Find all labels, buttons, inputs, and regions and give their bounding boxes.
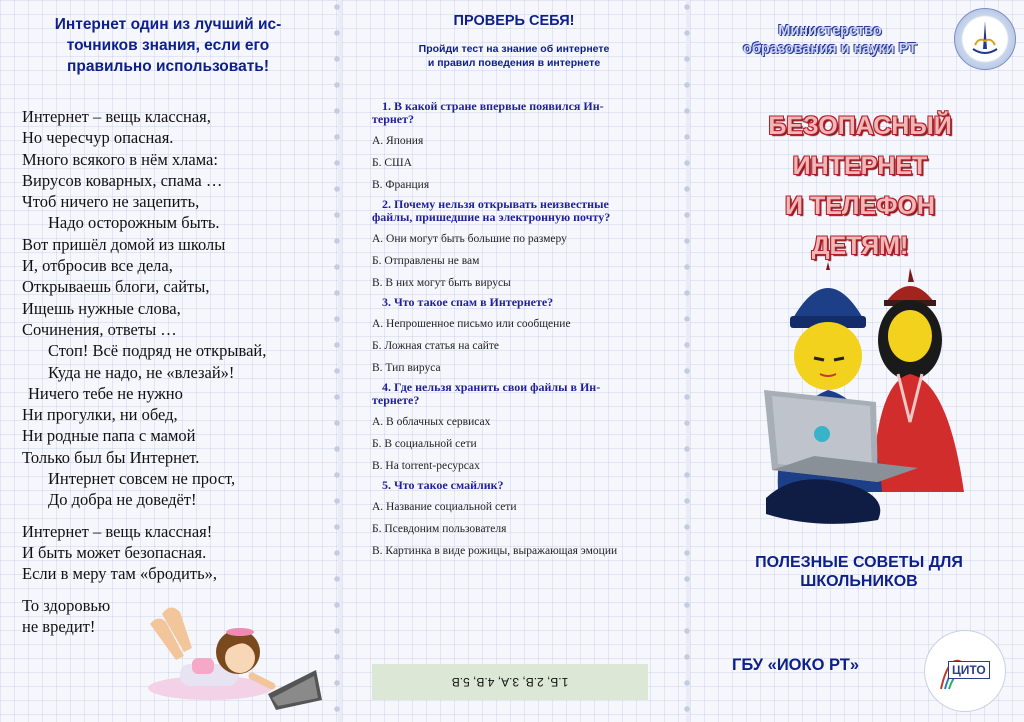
poem-line: Чтоб ничего не зацепить,	[22, 192, 200, 212]
quiz-question-line: 3. Что такое спам в Интернете?	[382, 295, 554, 309]
spiral-binding-right	[682, 0, 692, 722]
quiz-question-line: тернет?	[372, 112, 415, 126]
poem-line: И, отбросив все дела,	[22, 256, 173, 276]
quiz-question	[372, 381, 666, 407]
poem-line: Вирусов коварных, спама …	[22, 170, 223, 190]
quiz-answer-option: Б. Отправлены не вам	[372, 255, 480, 267]
quiz-question-line: 5. Что такое смайлик?	[382, 478, 504, 492]
quiz-question-line: 4. Где нельзя хранить свои файлы в Ин-	[382, 380, 601, 394]
poem-line: Ни прогулки, ни обед,	[22, 405, 178, 425]
girl-with-laptop-illustration	[140, 600, 335, 715]
quiz-answer-option: Б. В социальной сети	[372, 438, 477, 450]
poem-line: До добра не доведёт!	[48, 490, 197, 510]
quiz-question	[372, 100, 666, 126]
quiz-list	[372, 94, 666, 558]
tips-caption: ПОЛЕЗНЫЕ СОВЕТЫ ДЛЯ ШКОЛЬНИКОВ	[755, 554, 963, 590]
poem-line: Надо осторожным быть.	[48, 213, 220, 233]
quiz-subtitle: Пройди тест на знание об интернете и правил поведения в интернете	[418, 43, 610, 69]
quiz-answer-option: В. Картинка в виде рожицы, выражающая эмоции	[372, 545, 618, 557]
poem-line: Много всякого в нём хлама:	[22, 149, 218, 169]
ministry-title: Министерство образования и науки РТ	[743, 23, 917, 57]
quiz-answer-option: В. На torrent-ресурсах	[372, 460, 480, 472]
poem-stanza-gap	[22, 585, 332, 595]
answer-key: 1.Б, 2.В, 3.А, 4.В, 5.В	[451, 675, 569, 689]
quiz-question	[372, 296, 666, 309]
poem-heading: Интернет один из лучший ис- точников знания, если его правильно использовать!	[54, 16, 282, 75]
quiz-answer-option: В. В них могут быть вирусы	[372, 277, 511, 289]
poem-line: Стоп! Всё подряд не открывай,	[48, 341, 267, 361]
poem-line: Но чересчур опасная.	[22, 128, 174, 148]
poem-line: Вот пришёл домой из школы	[22, 234, 226, 254]
quiz-answer-option: А. Япония	[372, 135, 424, 147]
quiz-answer-option: А. Они могут быть большие по размеру	[372, 233, 567, 245]
quiz-answer-option: А. В облачных сервисах	[372, 416, 491, 428]
poem-line: Ни родные папа с мамой	[22, 426, 196, 446]
quiz-question-line: файлы, пришедшие на электронную почту?	[372, 210, 611, 224]
quiz-answer-option: А. Непрошенное письмо или сообщение	[372, 318, 571, 330]
cito-logo-text: ЦИТО	[948, 661, 990, 679]
quiz-answer-option: Б. Псевдоним пользователя	[372, 523, 507, 535]
poem-line: Интернет совсем не прост,	[48, 469, 236, 489]
quiz-question-line: тернете?	[372, 393, 420, 407]
poem-line: Куда не надо, не «влезай»!	[48, 362, 235, 382]
quiz-answer-option: В. Тип вируса	[372, 362, 441, 374]
quiz-answer-option: В. Франция	[372, 179, 430, 191]
poem-line: Ищешь нужные слова,	[22, 298, 181, 318]
poem-line: То здоровью	[22, 595, 111, 615]
quiz-question	[372, 479, 666, 492]
poem-line: Интернет – вещь классная,	[22, 107, 211, 126]
ministry-emblem-icon	[954, 8, 1016, 70]
poem-line: Открываешь блоги, сайты,	[22, 277, 210, 297]
poem-line: Интернет – вещь классная!	[22, 521, 213, 541]
kids-with-laptop-illustration	[758, 262, 974, 532]
quiz-title: ПРОВЕРЬ СЕБЯ!	[453, 13, 575, 29]
brochure-title: БЕЗОПАСНЫЙ ИНТЕРНЕТ И ТЕЛЕФОН ДЕТЯМ!	[768, 112, 952, 260]
poem-line: не вредит!	[22, 616, 96, 636]
poem-line: Ничего тебе не нужно	[28, 383, 183, 403]
quiz-answer-option: Б. США	[372, 157, 412, 169]
quiz-question-line: 1. В какой стране впервые появился Ин-	[382, 99, 604, 113]
poem-line: Сочинения, ответы …	[22, 319, 177, 339]
quiz-answer-option: Б. Ложная статья на сайте	[372, 340, 499, 352]
poem	[22, 106, 332, 637]
poem-line: Если в меру там «бродить»,	[22, 564, 217, 584]
quiz-question	[372, 198, 666, 224]
organization-name: ГБУ «ИОКО РТ»	[732, 656, 860, 674]
quiz-answer-option: А. Название социальной сети	[372, 501, 517, 513]
quiz-question-line: 2. Почему нельзя открывать неизвестные	[382, 197, 609, 211]
poem-line: Только был бы Интернет.	[22, 447, 200, 467]
poem-line: И быть может безопасная.	[22, 542, 207, 562]
poem-stanza-gap	[22, 511, 332, 521]
answer-key-box	[372, 664, 648, 700]
